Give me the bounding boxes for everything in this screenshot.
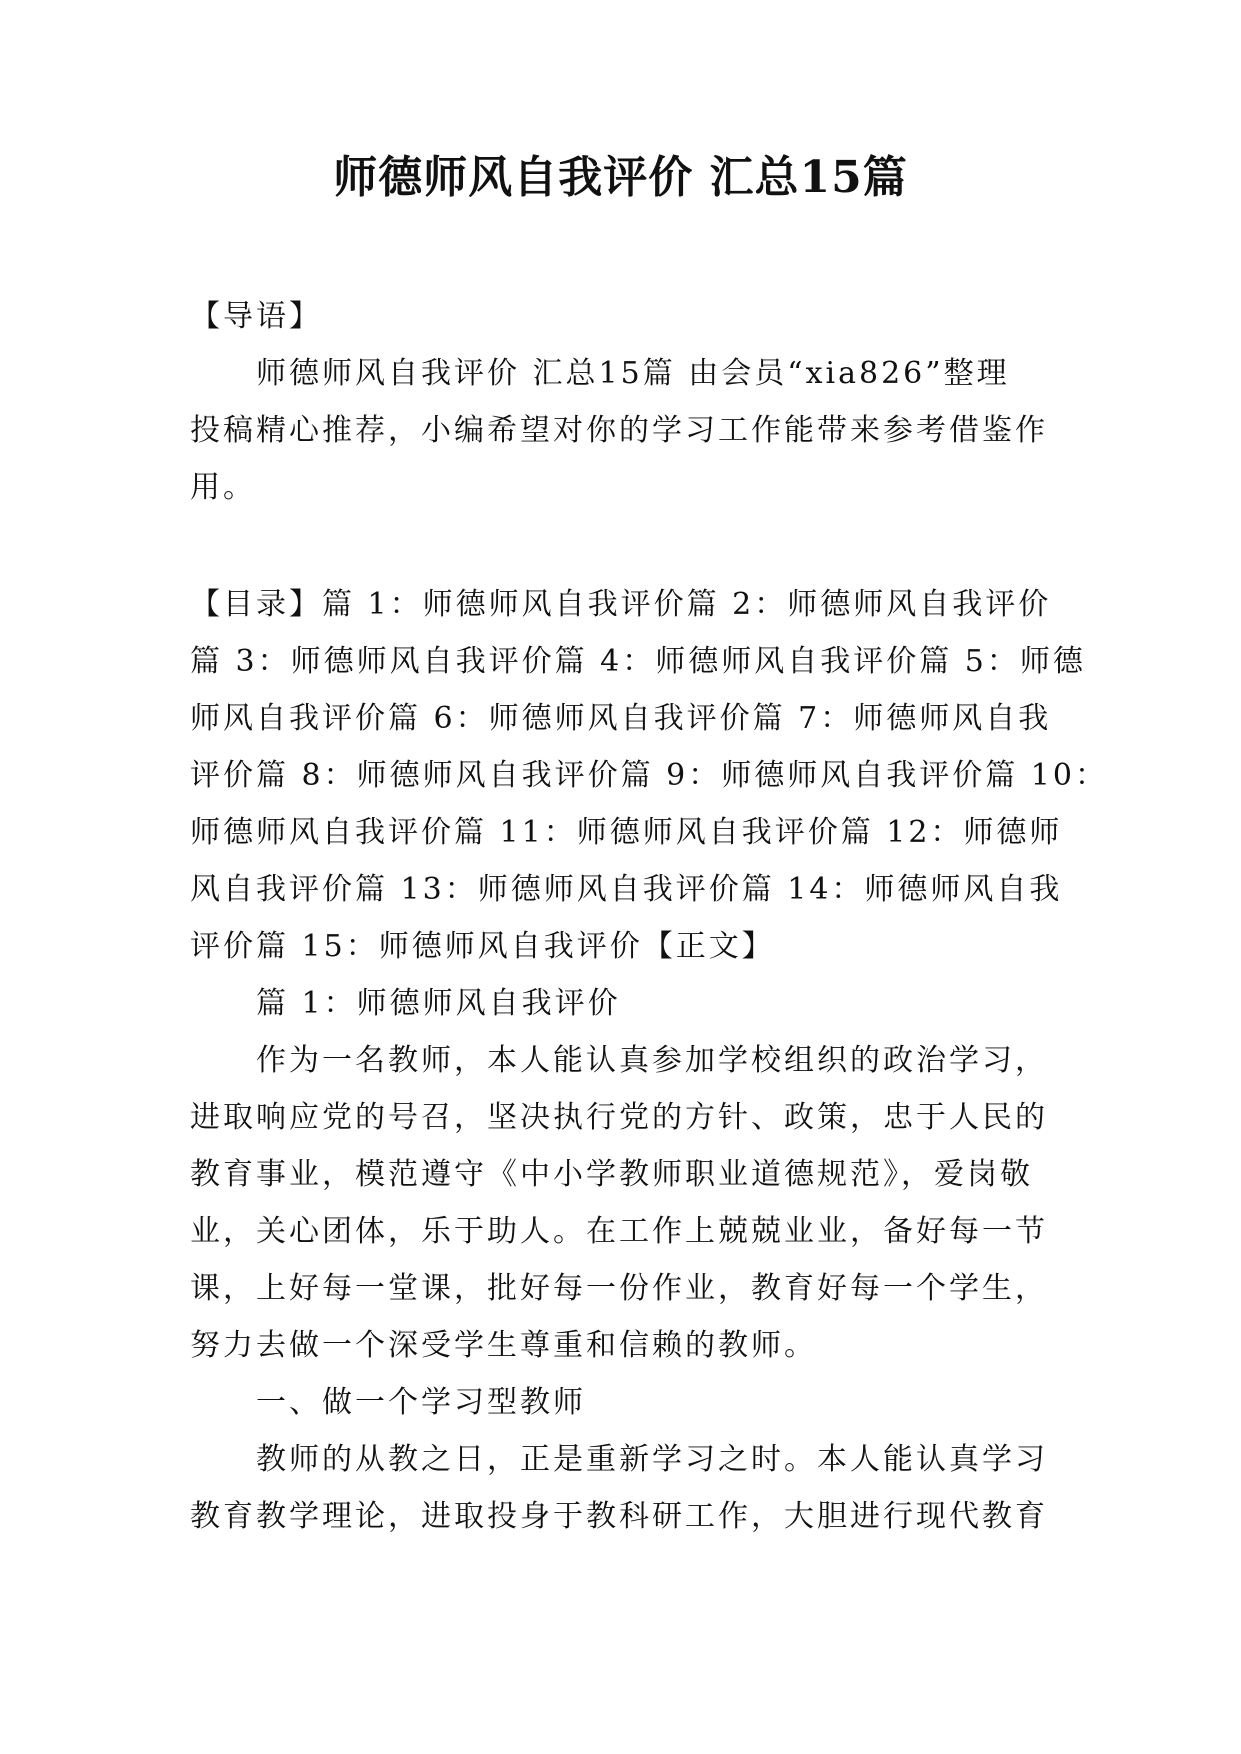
paragraph-line: 业，关心团体，乐于助人。在工作上兢兢业业，备好每一节 (190, 1214, 1048, 1249)
paragraph-line: 进取响应党的号召，坚决执行党的方针、政策，忠于人民的 (190, 1100, 1048, 1135)
document-title: 师德师风自我评价 汇总15篇 (333, 152, 908, 203)
guide-paragraph (190, 345, 1052, 516)
toc-block (190, 576, 1108, 1545)
toc-line: 篇 3：师德师风自我评价篇 4：师德师风自我评价篇 5：师德 (190, 644, 1086, 679)
paragraph-line: 努力去做一个深受学生尊重和信赖的教师。 (190, 1328, 817, 1363)
guide-line: 师德师风自我评价 汇总15篇 由会员“xia826”整理 (256, 356, 1010, 391)
paragraph-line: 作为一名教师，本人能认真参加学校组织的政治学习， (256, 1043, 1048, 1078)
toc-line: 【目录】篇 1：师德师风自我评价篇 2：师德师风自我评价 (190, 587, 1052, 622)
toc-line: 风自我评价篇 13：师德师风自我评价篇 14：师德师风自我 (190, 872, 1063, 907)
guide-heading: 【导语】 (190, 299, 322, 334)
paragraph-line: 教师的从教之日，正是重新学习之时。本人能认真学习 (256, 1442, 1048, 1477)
guide-heading-block (190, 288, 1052, 345)
paragraph-line: 教育教学理论，进取投身于教科研工作，大胆进行现代教育 (190, 1499, 1048, 1534)
toc-line: 评价篇 8：师德师风自我评价篇 9：师德师风自我评价篇 10： (190, 758, 1108, 793)
toc-line: 评价篇 15：师德师风自我评价【正文】 (190, 929, 775, 964)
section-heading: 篇 1：师德师风自我评价 (256, 986, 621, 1021)
subheading: 一、做一个学习型教师 (256, 1385, 586, 1420)
toc-line: 师风自我评价篇 6：师德师风自我评价篇 7：师德师风自我 (190, 701, 1052, 736)
paragraph-line: 课，上好每一堂课，批好每一份作业，教育好每一个学生， (190, 1271, 1048, 1306)
guide-line: 用。 (190, 470, 256, 505)
guide-line: 投稿精心推荐，小编希望对你的学习工作能带来参考借鉴作 (190, 413, 1048, 448)
toc-line: 师德师风自我评价篇 11：师德师风自我评价篇 12：师德师 (190, 815, 1063, 850)
paragraph-line: 教育事业，模范遵守《中小学教师职业道德规范》，爱岗敬 (190, 1157, 1033, 1192)
